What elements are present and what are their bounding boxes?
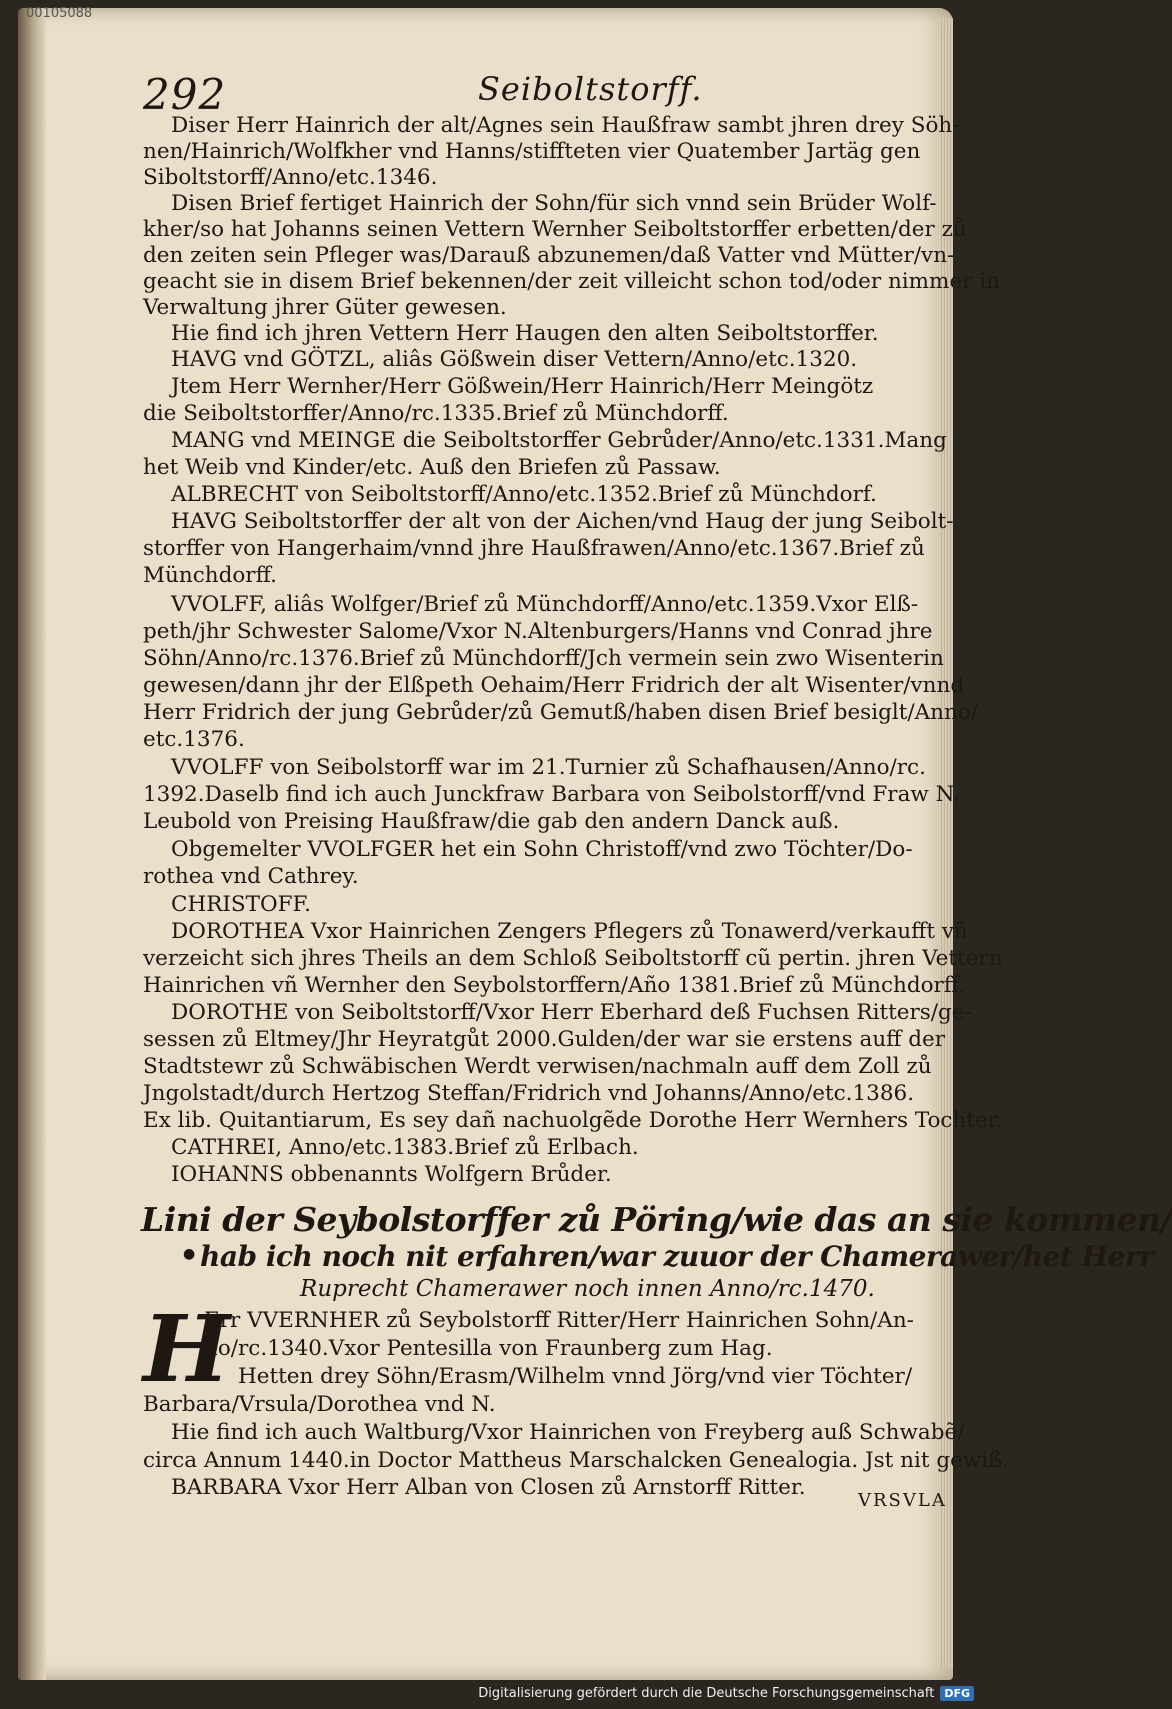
text-line: Münchdorff.: [143, 563, 277, 588]
text-line: IOHANNS obbenannts Wolfgern Brůder.: [171, 1162, 612, 1187]
text-line: HAVG Seiboltstorffer der alt von der Aichen/vnd Haug der jung Seibolt-: [171, 509, 954, 534]
text-line: geacht sie in disem Brief bekennen/der zeit villeicht schon tod/oder nimmer in: [143, 269, 1000, 294]
text-line: Barbara/Vrsula/Dorothea vnd N.: [143, 1392, 496, 1417]
drop-cap-initial: H: [143, 1295, 230, 1403]
text-line: BARBARA Vxor Herr Alban von Closen zů Arnstorff Ritter.: [171, 1475, 806, 1500]
text-line: CATHREI, Anno/etc.1383.Brief zů Erlbach.: [171, 1135, 639, 1160]
text-line: VVOLFF, aliâs Wolfger/Brief zů Münchdorff/Anno/etc.1359.Vxor Elß-: [171, 592, 919, 617]
text-line: MANG vnd MEINGE die Seiboltstorffer Gebrůder/Anno/etc.1331.Mang: [171, 428, 947, 453]
image-reference: 00105088: [26, 6, 93, 21]
funding-footer: [478, 1686, 974, 1701]
text-line: het Weib vnd Kinder/etc. Auß den Briefen zů Passaw.: [143, 455, 721, 480]
text-line: Diser Herr Hainrich der alt/Agnes sein Haußfraw sambt jhren drey Söh-: [171, 113, 960, 138]
catchword: VRSVLA: [858, 1490, 947, 1511]
text-line: HAVG vnd GÖTZL, aliâs Gößwein diser Vettern/Anno/etc.1320.: [171, 347, 858, 372]
book-page: [18, 8, 1172, 1680]
text-line: Hetten drey Söhn/Erasm/Wilhelm vnnd Jörg/vnd vier Töchter/: [238, 1364, 913, 1389]
text-line: Stadtstewr zů Schwäbischen Werdt verwisen/nachmaln auff dem Zoll zů: [143, 1054, 932, 1079]
section-heading-subline: Ruprecht Chamerawer noch innen Anno/rc.1470.: [300, 1276, 875, 1302]
text-line: Hie find ich jhren Vettern Herr Haugen den alten Seiboltstorffer.: [171, 321, 879, 346]
text-line: nen/Hainrich/Wolfkher vnd Hanns/stiffteten vier Quatember Jartäg gen: [143, 139, 921, 164]
text-line: Ex lib. Quitantiarum, Es sey dañ nachuolgẽde Dorothe Herr Wernhers Tochter.: [143, 1108, 1003, 1133]
text-line: ALBRECHT von Seiboltstorff/Anno/etc.1352.Brief zů Münchdorf.: [171, 482, 877, 507]
text-line: VVOLFF von Seibolstorff war im 21.Turnier zů Schafhausen/Anno/rc.: [171, 755, 926, 780]
text-line: etc.1376.: [143, 727, 245, 752]
text-line: verzeicht sich jhres Theils an dem Schloß Seiboltstorff cũ pertin. jhren Vettern: [143, 946, 1003, 971]
text-line: storffer von Hangerhaim/vnnd jhre Haußfrawen/Anno/etc.1367.Brief zů: [143, 536, 925, 561]
text-line: Verwaltung jhrer Güter gewesen.: [143, 295, 507, 320]
text-line: Obgemelter VVOLFGER het ein Sohn Christoff/vnd zwo Töchter/Do-: [171, 837, 913, 862]
text-line: Söhn/Anno/rc.1376.Brief zů Münchdorff/Jch vermein sein zwo Wisenterin: [143, 646, 944, 671]
running-head: Seiboltstorff.: [478, 70, 703, 108]
text-line: Hainrichen vñ Wernher den Seybolstorffern/Año 1381.Brief zů Münchdorff.: [143, 973, 966, 998]
text-line: peth/jhr Schwester Salome/Vxor N.Altenburgers/Hanns vnd Conrad jhre: [143, 619, 933, 644]
text-line: CHRISTOFF.: [171, 892, 311, 917]
text-line: circa Annum 1440.in Doctor Mattheus Marschalcken Genealogia. Jst nit gewiß.: [143, 1448, 1010, 1473]
page-text-block: [18, 8, 1172, 1680]
bullet-mark: ●: [183, 1246, 196, 1262]
text-line: kher/so hat Johanns seinen Vettern Wernher Seiboltstorffer erbetten/der zů: [143, 217, 967, 242]
text-line: Jngolstadt/durch Hertzog Steffan/Fridrich vnd Johanns/Anno/etc.1386.: [143, 1081, 915, 1106]
page-number: 292: [143, 70, 227, 119]
text-line: die Seiboltstorffer/Anno/rc.1335.Brief zů Münchdorff.: [143, 401, 729, 426]
text-line: DOROTHE von Seiboltstorff/Vxor Herr Eberhard deß Fuchsen Ritters/ge-: [171, 1000, 972, 1025]
text-line: rothea vnd Cathrey.: [143, 864, 359, 889]
footer-text: Digitalisierung gefördert durch die Deutsche Forschungsgemeinschaft: [478, 1686, 935, 1701]
text-line: 1392.Daselb find ich auch Junckfraw Barbara von Seibolstorff/vnd Fraw N.: [143, 782, 960, 807]
section-heading-line: Lini der Seybolstorffer zů Pöring/wie das an sie kommen/: [141, 1200, 1172, 1239]
section-heading-line: hab ich noch nit erfahren/war zuuor der Chamerawer/het Herr: [200, 1240, 1154, 1273]
text-line: Jtem Herr Wernher/Herr Gößwein/Herr Hainrich/Herr Meingötz: [171, 374, 874, 399]
text-line: Err VVERNHER zů Seybolstorff Ritter/Herr Hainrichen Sohn/An-: [204, 1308, 914, 1333]
text-line: Herr Fridrich der jung Gebrůder/zů Gemutß/haben disen Brief besiglt/Anno/: [143, 700, 979, 725]
text-line: Leubold von Preising Haußfraw/die gab den andern Danck auß.: [143, 809, 840, 834]
text-line: no/rc.1340.Vxor Pentesilla von Fraunberg zum Hag.: [204, 1336, 773, 1361]
text-line: Siboltstorff/Anno/etc.1346.: [143, 165, 438, 190]
text-line: Disen Brief fertiget Hainrich der Sohn/für sich vnnd sein Brüder Wolf-: [171, 191, 937, 216]
text-line: DOROTHEA Vxor Hainrichen Zengers Pflegers zů Tonawerd/verkaufft vñ: [171, 919, 968, 944]
text-line: Hie find ich auch Waltburg/Vxor Hainrichen von Freyberg auß Schwabẽ/: [171, 1420, 965, 1445]
text-line: sessen zů Eltmey/Jhr Heyratgůt 2000.Gulden/der war sie erstens auff der: [143, 1027, 946, 1052]
dfg-logo: DFG: [940, 1686, 974, 1701]
text-line: gewesen/dann jhr der Elßpeth Oehaim/Herr Fridrich der alt Wisenter/vnnd: [143, 673, 965, 698]
text-line: den zeiten sein Pfleger was/Darauß abzunemen/daß Vatter vnd Mütter/vn-: [143, 243, 955, 268]
